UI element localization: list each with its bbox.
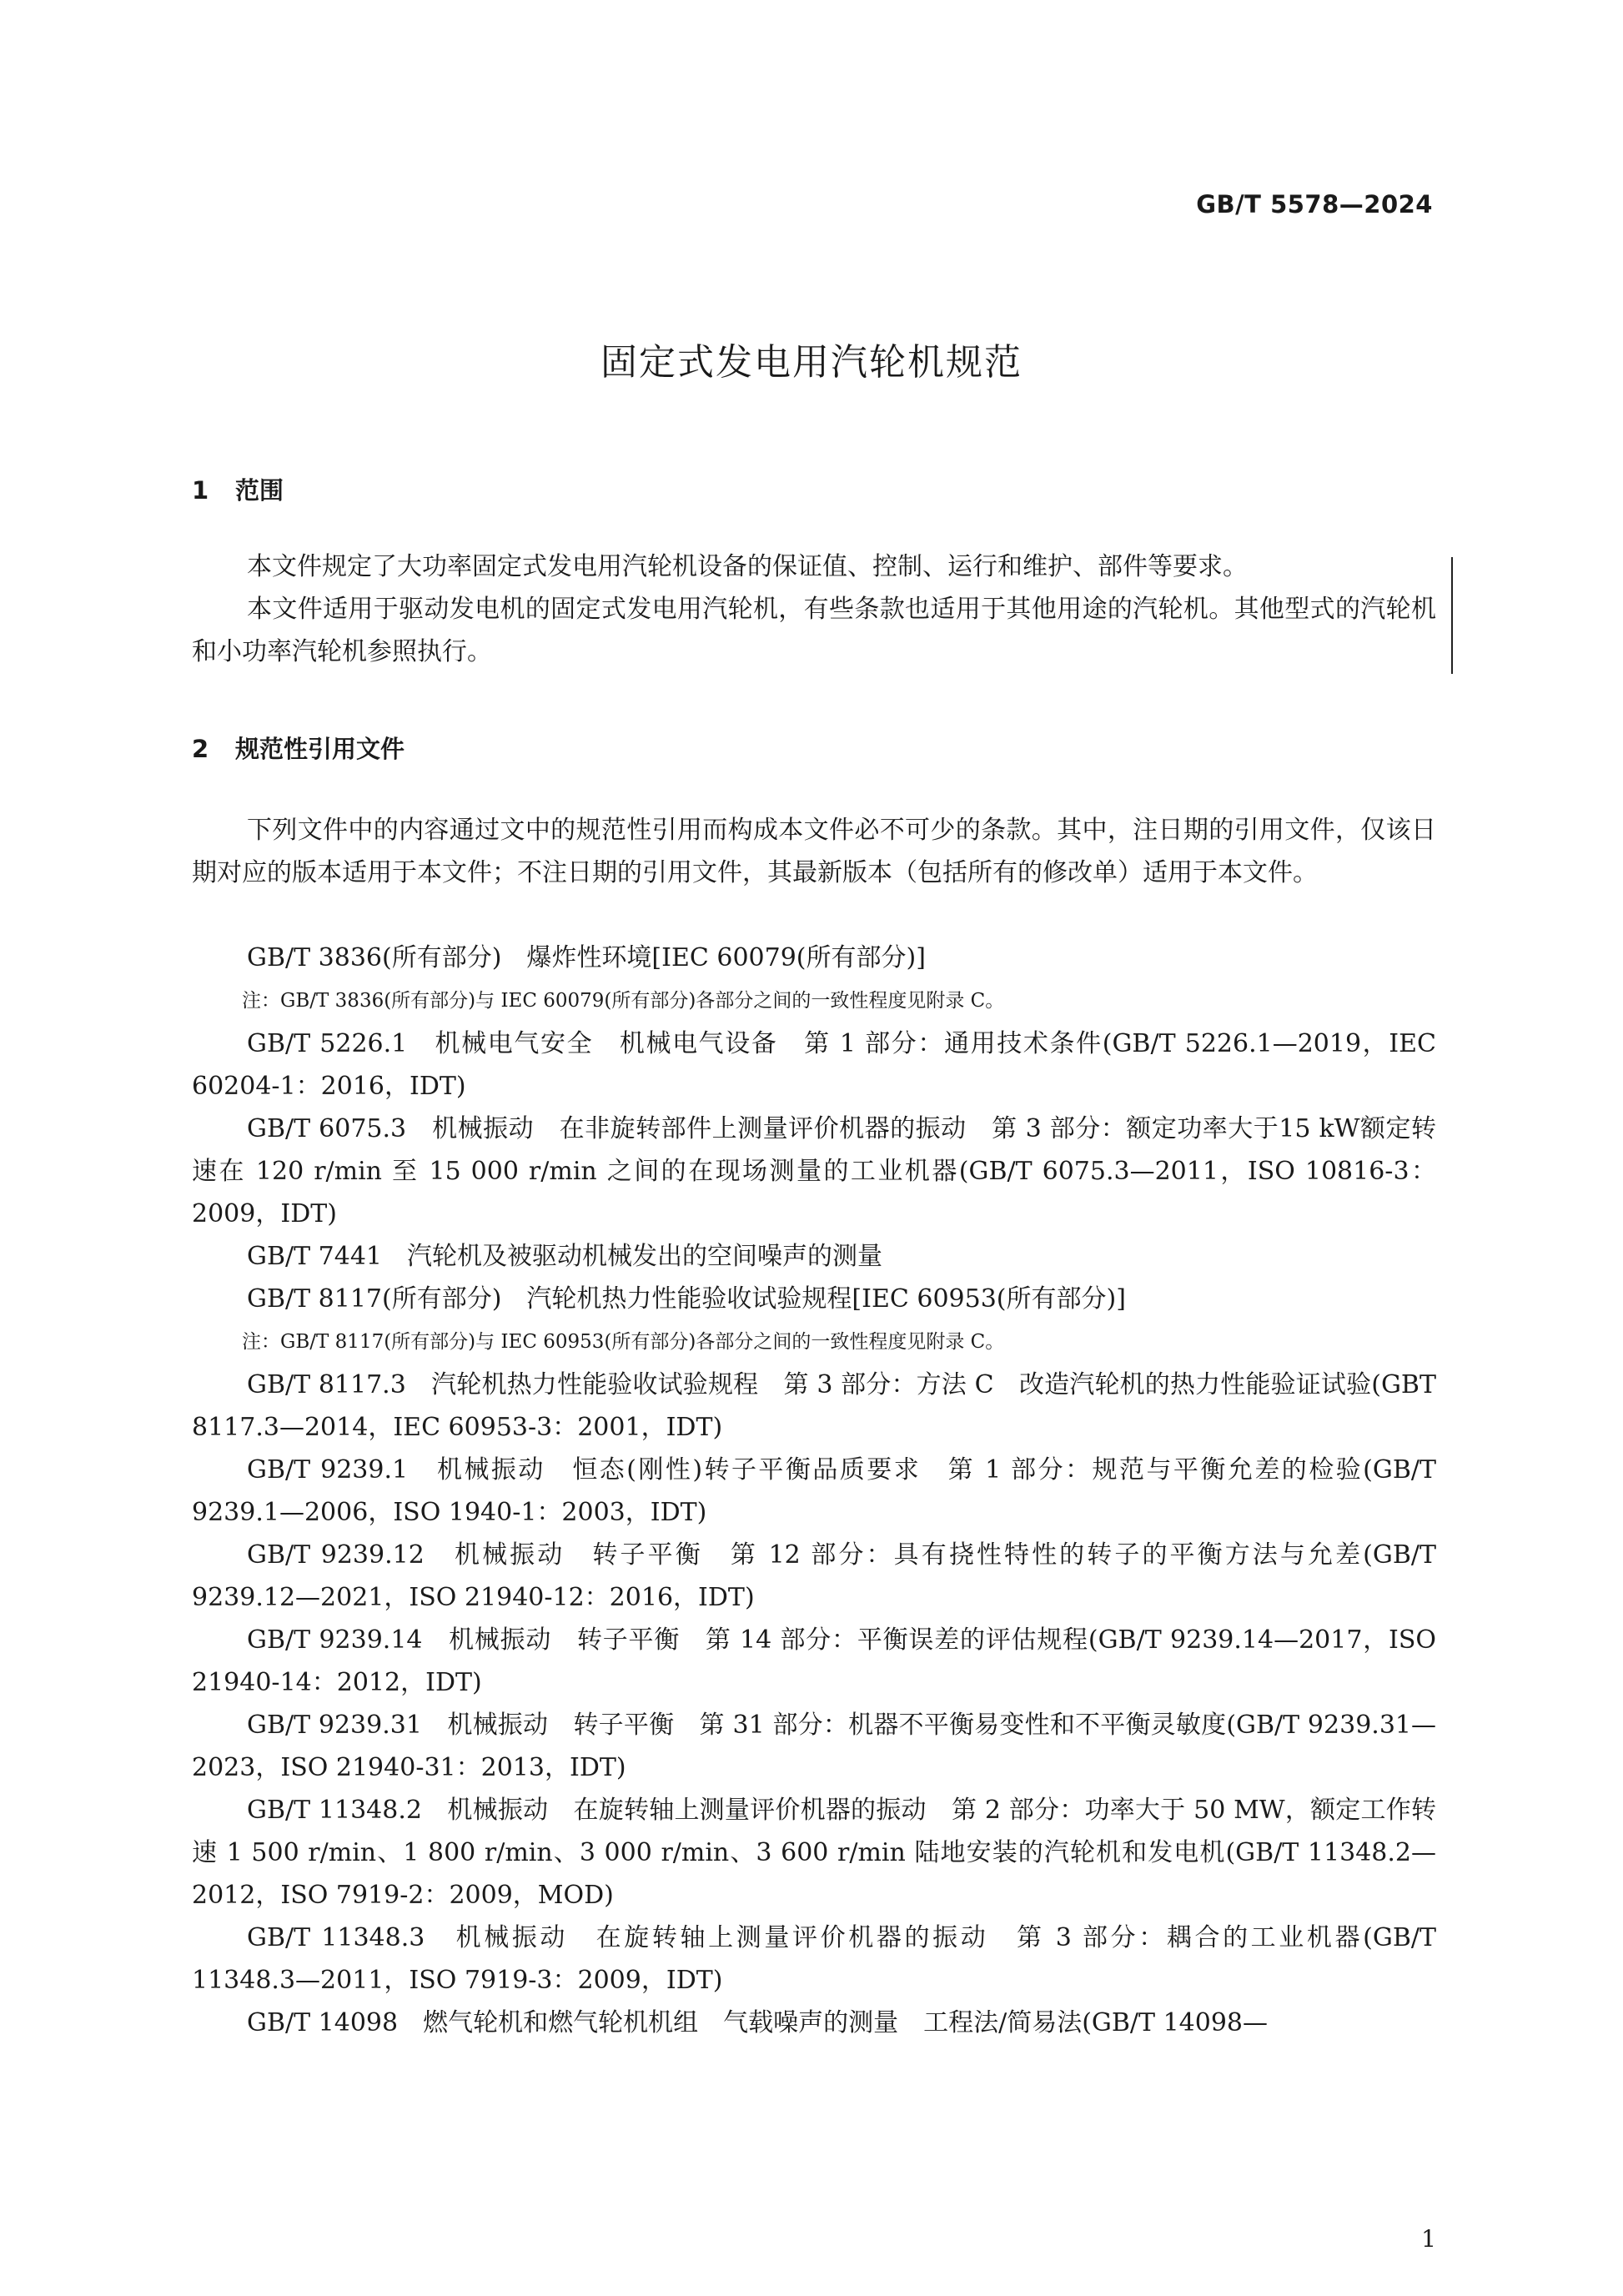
- reference-entry: GB/T 9239.14 机械振动 转子平衡 第 14 部分：平衡误差的评估规程(GB/T 9239.14—2017，ISO 21940-14：2012，IDT): [192, 1625, 1436, 1697]
- reference-entry: GB/T 11348.3 机械振动 在旋转轴上测量评价机器的振动 第 3 部分：耦合的工业机器(GB/T 11348.3—2011，ISO 7919-3：2009，IDT): [192, 1923, 1436, 1995]
- change-bar: [1451, 557, 1453, 674]
- reference-entry: GB/T 11348.2 机械振动 在旋转轴上测量评价机器的振动 第 2 部分：功率大于 50 MW，额定工作转速 1 500 r/min、1 800 r/min、3 000 r/min、3 600 r/min 陆地安装的汽轮机和发电机(GB/T 11348.2—2012，ISO 7919-2：2009，MOD): [192, 1796, 1436, 1910]
- reference-note: 注：GB/T 8117(所有部分)与 IEC 60953(所有部分)各部分之间的一致性程度见附录 C。: [242, 1331, 1005, 1353]
- reference-entry: GB/T 8117(所有部分) 汽轮机热力性能验收试验规程[IEC 60953(所有部分)]: [247, 1284, 1126, 1314]
- section-number: 1: [192, 476, 209, 505]
- reference-entry: GB/T 3836(所有部分) 爆炸性环境[IEC 60079(所有部分)]: [247, 943, 926, 972]
- section-1-heading: [192, 472, 284, 506]
- standard-number: GB/T 5578—2024: [1196, 190, 1433, 219]
- reference-entry: GB/T 6075.3 机械振动 在非旋转部件上测量评价机器的振动 第 3 部分：额定功率大于15 kW额定转速在 120 r/min 至 15 000 r/min 之间的在现场测量的工业机器(GB/T 6075.3—2011，ISO 10816-3：2009，IDT): [192, 1114, 1436, 1228]
- reference-entry: GB/T 9239.31 机械振动 转子平衡 第 31 部分：机器不平衡易变性和不平衡灵敏度(GB/T 9239.31—2023，ISO 21940-31：2013，IDT): [192, 1711, 1436, 1782]
- section-number: 2: [192, 735, 209, 763]
- scope-paragraph: 本文件适用于驱动发电机的固定式发电用汽轮机，有些条款也适用于其他用途的汽轮机。其他型式的汽轮机和小功率汽轮机参照执行。: [192, 595, 1436, 666]
- scope-paragraph: 本文件规定了大功率固定式发电用汽轮机设备的保证值、控制、运行和维护、部件等要求。: [247, 552, 1248, 581]
- section-title: 范围: [235, 476, 284, 505]
- page-number: 1: [1421, 2225, 1436, 2253]
- reference-entry: GB/T 7441 汽轮机及被驱动机械发出的空间噪声的测量: [247, 1242, 883, 1271]
- reference-entry: GB/T 14098 燃气轮机和燃气轮机机组 气载噪声的测量 工程法/简易法(GB/T 14098—: [247, 2008, 1269, 2037]
- reference-entry: GB/T 5226.1 机械电气安全 机械电气设备 第 1 部分：通用技术条件(GB/T 5226.1—2019，IEC 60204-1：2016，IDT): [192, 1029, 1436, 1101]
- reference-note: 注：GB/T 3836(所有部分)与 IEC 60079(所有部分)各部分之间的一致性程度见附录 C。: [242, 990, 1005, 1012]
- reference-entry: GB/T 8117.3 汽轮机热力性能验收试验规程 第 3 部分：方法 C 改造汽轮机的热力性能验证试验(GBT 8117.3—2014，IEC 60953-3：2001，IDT): [192, 1370, 1436, 1442]
- reference-entry: GB/T 9239.1 机械振动 恒态(刚性)转子平衡品质要求 第 1 部分：规范与平衡允差的检验(GB/T 9239.1—2006，ISO 1940-1：2003，IDT): [192, 1455, 1436, 1527]
- reference-entry: GB/T 9239.12 机械振动 转子平衡 第 12 部分：具有挠性特性的转子的平衡方法与允差(GB/T 9239.12—2021，ISO 21940-12：2016，IDT): [192, 1540, 1436, 1612]
- section-2-heading: [192, 731, 404, 765]
- document-title: 固定式发电用汽轮机规范: [600, 341, 1023, 384]
- section-title: 规范性引用文件: [235, 735, 405, 763]
- normative-intro: 下列文件中的内容通过文中的规范性引用而构成本文件必不可少的条款。其中，注日期的引用文件，仅该日期对应的版本适用于本文件；不注日期的引用文件，其最新版本（包括所有的修改单）适用于本文件。: [192, 816, 1436, 887]
